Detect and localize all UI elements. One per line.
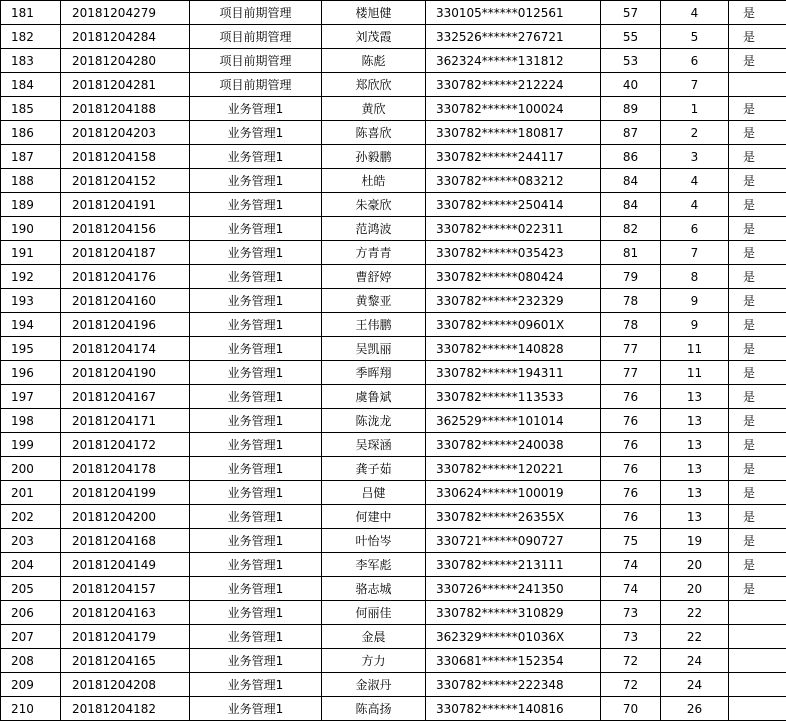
table-row bbox=[1, 169, 786, 193]
position-cell: 业务管理1 bbox=[190, 481, 322, 505]
score-cell: 74 bbox=[601, 553, 661, 577]
id-number-cell: 330782******120221 bbox=[426, 457, 601, 481]
position-cell: 业务管理1 bbox=[190, 217, 322, 241]
name-cell: 陈彪 bbox=[322, 49, 426, 73]
id-number-cell: 330782******180817 bbox=[426, 121, 601, 145]
name-cell: 虞鲁斌 bbox=[322, 385, 426, 409]
rank-cell: 11 bbox=[661, 361, 729, 385]
table-row bbox=[1, 361, 786, 385]
exam-id-cell: 20181204191 bbox=[61, 193, 190, 217]
qualified-flag-cell: 是 bbox=[729, 361, 786, 385]
name-cell: 吴凯丽 bbox=[322, 337, 426, 361]
exam-id-cell: 20181204156 bbox=[61, 217, 190, 241]
position-cell: 业务管理1 bbox=[190, 649, 322, 673]
exam-id-cell: 20181204200 bbox=[61, 505, 190, 529]
rank-cell: 1 bbox=[661, 97, 729, 121]
score-cell: 76 bbox=[601, 385, 661, 409]
name-cell: 杜皓 bbox=[322, 169, 426, 193]
qualified-flag-cell: 是 bbox=[729, 193, 786, 217]
id-number-cell: 330105******012561 bbox=[426, 1, 601, 25]
name-cell: 方力 bbox=[322, 649, 426, 673]
name-cell: 何建中 bbox=[322, 505, 426, 529]
rank-cell: 9 bbox=[661, 313, 729, 337]
id-number-cell: 330782******113533 bbox=[426, 385, 601, 409]
table-row bbox=[1, 1, 786, 25]
exam-id-cell: 20181204279 bbox=[61, 1, 190, 25]
exam-id-cell: 20181204160 bbox=[61, 289, 190, 313]
score-cell: 73 bbox=[601, 601, 661, 625]
rank-cell: 13 bbox=[661, 481, 729, 505]
rank-cell: 22 bbox=[661, 625, 729, 649]
position-cell: 业务管理1 bbox=[190, 241, 322, 265]
score-cell: 72 bbox=[601, 673, 661, 697]
name-cell: 吴琛涵 bbox=[322, 433, 426, 457]
id-number-cell: 362329******01036X bbox=[426, 625, 601, 649]
id-number-cell: 330721******090727 bbox=[426, 529, 601, 553]
score-cell: 76 bbox=[601, 481, 661, 505]
score-cell: 86 bbox=[601, 145, 661, 169]
name-cell: 陈高扬 bbox=[322, 697, 426, 721]
table-row bbox=[1, 457, 786, 481]
id-number-cell: 330782******022311 bbox=[426, 217, 601, 241]
name-cell: 陈喜欣 bbox=[322, 121, 426, 145]
table-row bbox=[1, 73, 786, 97]
id-number-cell: 330782******083212 bbox=[426, 169, 601, 193]
name-cell: 楼旭健 bbox=[322, 1, 426, 25]
score-cell: 70 bbox=[601, 697, 661, 721]
exam-id-cell: 20181204158 bbox=[61, 145, 190, 169]
id-number-cell: 330681******152354 bbox=[426, 649, 601, 673]
qualified-flag-cell: 是 bbox=[729, 49, 786, 73]
position-cell: 业务管理1 bbox=[190, 601, 322, 625]
row-number-cell: 188 bbox=[1, 169, 61, 193]
qualified-flag-cell: 是 bbox=[729, 433, 786, 457]
table-row bbox=[1, 241, 786, 265]
id-number-cell: 330782******09601X bbox=[426, 313, 601, 337]
qualified-flag-cell bbox=[729, 73, 786, 97]
id-number-cell: 330782******035423 bbox=[426, 241, 601, 265]
table-row bbox=[1, 265, 786, 289]
rank-cell: 19 bbox=[661, 529, 729, 553]
qualified-flag-cell: 是 bbox=[729, 385, 786, 409]
qualified-flag-cell: 是 bbox=[729, 505, 786, 529]
rank-cell: 24 bbox=[661, 673, 729, 697]
qualified-flag-cell: 是 bbox=[729, 121, 786, 145]
name-cell: 金淑丹 bbox=[322, 673, 426, 697]
exam-id-cell: 20181204178 bbox=[61, 457, 190, 481]
rank-cell: 4 bbox=[661, 1, 729, 25]
row-number-cell: 205 bbox=[1, 577, 61, 601]
exam-id-cell: 20181204208 bbox=[61, 673, 190, 697]
qualified-flag-cell: 是 bbox=[729, 553, 786, 577]
id-number-cell: 330726******241350 bbox=[426, 577, 601, 601]
rank-cell: 20 bbox=[661, 553, 729, 577]
qualified-flag-cell: 是 bbox=[729, 169, 786, 193]
rank-cell: 24 bbox=[661, 649, 729, 673]
table-row bbox=[1, 337, 786, 361]
name-cell: 黄欣 bbox=[322, 97, 426, 121]
position-cell: 项目前期管理 bbox=[190, 73, 322, 97]
table-row bbox=[1, 433, 786, 457]
id-number-cell: 330782******222348 bbox=[426, 673, 601, 697]
exam-id-cell: 20181204172 bbox=[61, 433, 190, 457]
rank-cell: 22 bbox=[661, 601, 729, 625]
position-cell: 业务管理1 bbox=[190, 361, 322, 385]
id-number-cell: 330782******244117 bbox=[426, 145, 601, 169]
position-cell: 业务管理1 bbox=[190, 97, 322, 121]
score-cell: 57 bbox=[601, 1, 661, 25]
rank-cell: 13 bbox=[661, 457, 729, 481]
position-cell: 业务管理1 bbox=[190, 337, 322, 361]
table-row bbox=[1, 121, 786, 145]
score-cell: 84 bbox=[601, 169, 661, 193]
row-number-cell: 198 bbox=[1, 409, 61, 433]
exam-id-cell: 20181204165 bbox=[61, 649, 190, 673]
row-number-cell: 181 bbox=[1, 1, 61, 25]
row-number-cell: 199 bbox=[1, 433, 61, 457]
score-cell: 77 bbox=[601, 337, 661, 361]
position-cell: 业务管理1 bbox=[190, 697, 322, 721]
exam-id-cell: 20181204182 bbox=[61, 697, 190, 721]
row-number-cell: 194 bbox=[1, 313, 61, 337]
row-number-cell: 186 bbox=[1, 121, 61, 145]
rank-cell: 11 bbox=[661, 337, 729, 361]
name-cell: 刘茂霞 bbox=[322, 25, 426, 49]
name-cell: 孙毅鹏 bbox=[322, 145, 426, 169]
score-cell: 76 bbox=[601, 433, 661, 457]
score-cell: 73 bbox=[601, 625, 661, 649]
rank-cell: 20 bbox=[661, 577, 729, 601]
qualified-flag-cell: 是 bbox=[729, 1, 786, 25]
rank-cell: 3 bbox=[661, 145, 729, 169]
id-number-cell: 330782******100024 bbox=[426, 97, 601, 121]
row-number-cell: 208 bbox=[1, 649, 61, 673]
exam-id-cell: 20181204179 bbox=[61, 625, 190, 649]
qualified-flag-cell: 是 bbox=[729, 457, 786, 481]
name-cell: 李军彪 bbox=[322, 553, 426, 577]
table-row bbox=[1, 217, 786, 241]
row-number-cell: 192 bbox=[1, 265, 61, 289]
table-row bbox=[1, 49, 786, 73]
rank-cell: 5 bbox=[661, 25, 729, 49]
score-cell: 77 bbox=[601, 361, 661, 385]
qualified-flag-cell: 是 bbox=[729, 97, 786, 121]
row-number-cell: 196 bbox=[1, 361, 61, 385]
exam-id-cell: 20181204203 bbox=[61, 121, 190, 145]
exam-id-cell: 20181204168 bbox=[61, 529, 190, 553]
rank-cell: 4 bbox=[661, 169, 729, 193]
table-row bbox=[1, 529, 786, 553]
score-cell: 84 bbox=[601, 193, 661, 217]
exam-id-cell: 20181204171 bbox=[61, 409, 190, 433]
score-cell: 76 bbox=[601, 409, 661, 433]
exam-id-cell: 20181204174 bbox=[61, 337, 190, 361]
position-cell: 业务管理1 bbox=[190, 505, 322, 529]
position-cell: 业务管理1 bbox=[190, 529, 322, 553]
exam-id-cell: 20181204196 bbox=[61, 313, 190, 337]
id-number-cell: 330782******194311 bbox=[426, 361, 601, 385]
row-number-cell: 200 bbox=[1, 457, 61, 481]
name-cell: 金晨 bbox=[322, 625, 426, 649]
qualified-flag-cell bbox=[729, 649, 786, 673]
qualified-flag-cell: 是 bbox=[729, 529, 786, 553]
exam-id-cell: 20181204187 bbox=[61, 241, 190, 265]
exam-id-cell: 20181204280 bbox=[61, 49, 190, 73]
row-number-cell: 204 bbox=[1, 553, 61, 577]
rank-cell: 13 bbox=[661, 433, 729, 457]
table-row bbox=[1, 697, 786, 721]
exam-id-cell: 20181204157 bbox=[61, 577, 190, 601]
qualified-flag-cell: 是 bbox=[729, 481, 786, 505]
rank-cell: 13 bbox=[661, 409, 729, 433]
row-number-cell: 210 bbox=[1, 697, 61, 721]
qualified-flag-cell: 是 bbox=[729, 241, 786, 265]
rank-cell: 9 bbox=[661, 289, 729, 313]
name-cell: 叶怡岑 bbox=[322, 529, 426, 553]
id-number-cell: 330782******140828 bbox=[426, 337, 601, 361]
row-number-cell: 197 bbox=[1, 385, 61, 409]
id-number-cell: 330782******240038 bbox=[426, 433, 601, 457]
exam-id-cell: 20181204167 bbox=[61, 385, 190, 409]
qualified-flag-cell: 是 bbox=[729, 289, 786, 313]
exam-id-cell: 20181204190 bbox=[61, 361, 190, 385]
qualified-flag-cell bbox=[729, 697, 786, 721]
table-body bbox=[1, 1, 786, 721]
id-number-cell: 330782******140816 bbox=[426, 697, 601, 721]
rank-cell: 7 bbox=[661, 73, 729, 97]
position-cell: 业务管理1 bbox=[190, 385, 322, 409]
position-cell: 业务管理1 bbox=[190, 169, 322, 193]
qualified-flag-cell bbox=[729, 601, 786, 625]
table-row bbox=[1, 97, 786, 121]
name-cell: 郑欣欣 bbox=[322, 73, 426, 97]
score-cell: 81 bbox=[601, 241, 661, 265]
row-number-cell: 195 bbox=[1, 337, 61, 361]
row-number-cell: 189 bbox=[1, 193, 61, 217]
score-cell: 72 bbox=[601, 649, 661, 673]
name-cell: 黄黎亚 bbox=[322, 289, 426, 313]
table-row bbox=[1, 313, 786, 337]
name-cell: 王伟鹏 bbox=[322, 313, 426, 337]
id-number-cell: 362529******101014 bbox=[426, 409, 601, 433]
name-cell: 方青青 bbox=[322, 241, 426, 265]
position-cell: 业务管理1 bbox=[190, 433, 322, 457]
table-row bbox=[1, 553, 786, 577]
score-cell: 75 bbox=[601, 529, 661, 553]
id-number-cell: 330782******080424 bbox=[426, 265, 601, 289]
score-cell: 40 bbox=[601, 73, 661, 97]
position-cell: 业务管理1 bbox=[190, 145, 322, 169]
qualified-flag-cell: 是 bbox=[729, 409, 786, 433]
qualified-flag-cell: 是 bbox=[729, 577, 786, 601]
id-number-cell: 332526******276721 bbox=[426, 25, 601, 49]
score-cell: 74 bbox=[601, 577, 661, 601]
table-row bbox=[1, 601, 786, 625]
position-cell: 业务管理1 bbox=[190, 625, 322, 649]
table-row bbox=[1, 25, 786, 49]
rank-cell: 7 bbox=[661, 241, 729, 265]
table-row bbox=[1, 577, 786, 601]
exam-id-cell: 20181204149 bbox=[61, 553, 190, 577]
position-cell: 业务管理1 bbox=[190, 553, 322, 577]
rank-cell: 13 bbox=[661, 385, 729, 409]
id-number-cell: 362324******131812 bbox=[426, 49, 601, 73]
exam-id-cell: 20181204152 bbox=[61, 169, 190, 193]
id-number-cell: 330624******100019 bbox=[426, 481, 601, 505]
score-cell: 53 bbox=[601, 49, 661, 73]
id-number-cell: 330782******212224 bbox=[426, 73, 601, 97]
row-number-cell: 202 bbox=[1, 505, 61, 529]
exam-id-cell: 20181204176 bbox=[61, 265, 190, 289]
rank-cell: 26 bbox=[661, 697, 729, 721]
position-cell: 业务管理1 bbox=[190, 289, 322, 313]
rank-cell: 13 bbox=[661, 505, 729, 529]
row-number-cell: 209 bbox=[1, 673, 61, 697]
score-cell: 89 bbox=[601, 97, 661, 121]
qualified-flag-cell: 是 bbox=[729, 217, 786, 241]
row-number-cell: 190 bbox=[1, 217, 61, 241]
row-number-cell: 203 bbox=[1, 529, 61, 553]
score-cell: 76 bbox=[601, 505, 661, 529]
table-row bbox=[1, 649, 786, 673]
score-cell: 78 bbox=[601, 313, 661, 337]
score-cell: 79 bbox=[601, 265, 661, 289]
qualified-flag-cell bbox=[729, 625, 786, 649]
qualified-flag-cell: 是 bbox=[729, 265, 786, 289]
name-cell: 何丽佳 bbox=[322, 601, 426, 625]
id-number-cell: 330782******26355X bbox=[426, 505, 601, 529]
row-number-cell: 183 bbox=[1, 49, 61, 73]
row-number-cell: 193 bbox=[1, 289, 61, 313]
table-row bbox=[1, 193, 786, 217]
name-cell: 季晖翔 bbox=[322, 361, 426, 385]
qualified-flag-cell: 是 bbox=[729, 25, 786, 49]
position-cell: 业务管理1 bbox=[190, 409, 322, 433]
rank-cell: 8 bbox=[661, 265, 729, 289]
rank-cell: 6 bbox=[661, 217, 729, 241]
position-cell: 项目前期管理 bbox=[190, 49, 322, 73]
position-cell: 业务管理1 bbox=[190, 673, 322, 697]
name-cell: 范鸿波 bbox=[322, 217, 426, 241]
row-number-cell: 185 bbox=[1, 97, 61, 121]
id-number-cell: 330782******213111 bbox=[426, 553, 601, 577]
position-cell: 项目前期管理 bbox=[190, 1, 322, 25]
table-row bbox=[1, 505, 786, 529]
qualified-flag-cell: 是 bbox=[729, 337, 786, 361]
row-number-cell: 182 bbox=[1, 25, 61, 49]
table-row bbox=[1, 145, 786, 169]
table-row bbox=[1, 385, 786, 409]
qualified-flag-cell: 是 bbox=[729, 145, 786, 169]
row-number-cell: 206 bbox=[1, 601, 61, 625]
rank-cell: 2 bbox=[661, 121, 729, 145]
table-row bbox=[1, 289, 786, 313]
id-number-cell: 330782******310829 bbox=[426, 601, 601, 625]
rank-cell: 4 bbox=[661, 193, 729, 217]
row-number-cell: 207 bbox=[1, 625, 61, 649]
row-number-cell: 191 bbox=[1, 241, 61, 265]
score-cell: 55 bbox=[601, 25, 661, 49]
score-cell: 82 bbox=[601, 217, 661, 241]
position-cell: 业务管理1 bbox=[190, 313, 322, 337]
rank-cell: 6 bbox=[661, 49, 729, 73]
score-cell: 76 bbox=[601, 457, 661, 481]
name-cell: 陈泷龙 bbox=[322, 409, 426, 433]
exam-id-cell: 20181204163 bbox=[61, 601, 190, 625]
score-cell: 78 bbox=[601, 289, 661, 313]
score-cell: 87 bbox=[601, 121, 661, 145]
qualified-flag-cell: 是 bbox=[729, 313, 786, 337]
id-number-cell: 330782******250414 bbox=[426, 193, 601, 217]
name-cell: 朱豪欣 bbox=[322, 193, 426, 217]
name-cell: 龚子茹 bbox=[322, 457, 426, 481]
row-number-cell: 184 bbox=[1, 73, 61, 97]
exam-id-cell: 20181204281 bbox=[61, 73, 190, 97]
position-cell: 业务管理1 bbox=[190, 121, 322, 145]
table-row bbox=[1, 673, 786, 697]
qualified-flag-cell bbox=[729, 673, 786, 697]
row-number-cell: 187 bbox=[1, 145, 61, 169]
exam-id-cell: 20181204188 bbox=[61, 97, 190, 121]
exam-id-cell: 20181204284 bbox=[61, 25, 190, 49]
position-cell: 项目前期管理 bbox=[190, 25, 322, 49]
position-cell: 业务管理1 bbox=[190, 457, 322, 481]
exam-id-cell: 20181204199 bbox=[61, 481, 190, 505]
name-cell: 曹舒婷 bbox=[322, 265, 426, 289]
table-row bbox=[1, 625, 786, 649]
table-row bbox=[1, 409, 786, 433]
table-row bbox=[1, 481, 786, 505]
row-number-cell: 201 bbox=[1, 481, 61, 505]
position-cell: 业务管理1 bbox=[190, 265, 322, 289]
name-cell: 吕健 bbox=[322, 481, 426, 505]
name-cell: 骆志城 bbox=[322, 577, 426, 601]
id-number-cell: 330782******232329 bbox=[426, 289, 601, 313]
position-cell: 业务管理1 bbox=[190, 193, 322, 217]
position-cell: 业务管理1 bbox=[190, 577, 322, 601]
